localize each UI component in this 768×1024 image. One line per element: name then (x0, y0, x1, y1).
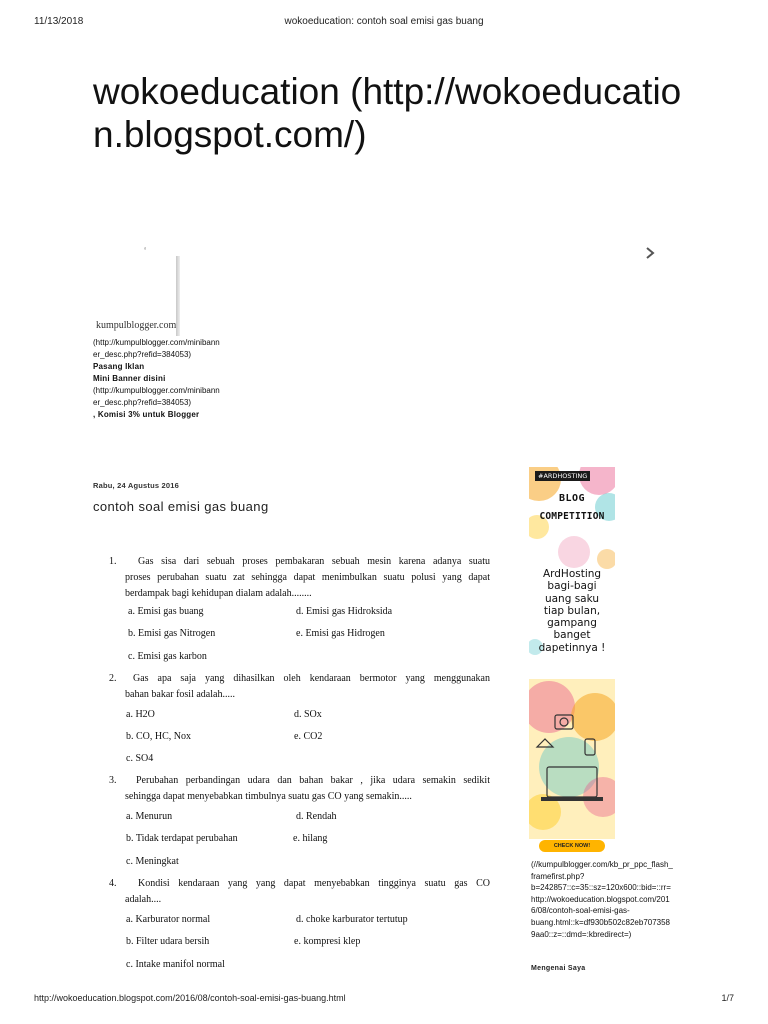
answer-option: e. CO2 (294, 731, 323, 742)
question-number: 3. (109, 775, 117, 786)
question-number: 4. (109, 878, 117, 889)
print-url: http://wokoeducation.blogspot.com/2016/08/contoh-soal-emisi-gas-buang.html (34, 993, 346, 1003)
question-text-line: Gas apa saja yang dihasilkan oleh kendaraan bermotor yang menggunakan (133, 673, 490, 684)
about-me-heading: Mengenai Saya (531, 965, 586, 972)
question-text-line: Gas sisa dari sebuah proses pembakaran sebuah mesin karena adanya suatu (138, 556, 490, 567)
ad-body-line: banget (553, 629, 591, 642)
answer-option: c. SO4 (126, 753, 154, 764)
banner-image-edge (176, 256, 180, 336)
question-number: 1. (109, 556, 117, 567)
ad-caption-line: (//kumpulblogger.com/kb_pr_ppc_flash_ (531, 860, 673, 869)
ad-body-line: gampang (547, 617, 597, 630)
answer-option: b. Emisi gas Nitrogen (128, 628, 216, 639)
print-page-title: wokoeducation: contoh soal emisi gas buang (284, 16, 484, 27)
answer-option: c. Intake manifol normal (126, 959, 225, 970)
ad-caption-line: b=242857::c=35::sz=120x600::bid=::rr= (531, 883, 671, 893)
answer-option: c. Meningkat (126, 856, 179, 867)
ad-caption-line: http://wokoeducation.blogspot.com/201 (531, 894, 670, 904)
chevron-right-icon[interactable] (643, 245, 657, 261)
banner-promo-line1: Pasang Iklan (93, 362, 145, 371)
prev-slide-icon[interactable]: ‘ (144, 246, 147, 257)
ad-hashtag: #ARDHOSTING (535, 471, 590, 481)
question-text-line: berdampak bagi kehidupan dialam adalah........ (125, 588, 312, 599)
check-now-button[interactable]: CHECK NOW! (539, 840, 605, 852)
mini-banner-info (93, 337, 223, 421)
ad-title-line1: BLOG (558, 493, 586, 504)
question-text-line: sehingga dapat menyebabkan timbulnya suatu gas CO yang semakin..... (125, 791, 412, 802)
answer-option: a. Karburator normal (126, 914, 211, 925)
site-title-link[interactable]: wokoeducation (http://wokoeducation.blogspot.com/) (93, 71, 682, 155)
print-date: 11/13/2018 (34, 16, 84, 27)
page-number: 1/7 (721, 993, 734, 1003)
answer-option: a. Menurun (126, 811, 173, 822)
answer-option: b. CO, HC, Nox (126, 731, 192, 742)
banner-promo-line2: Mini Banner disini (93, 374, 166, 383)
ardhosting-ad-banner[interactable] (529, 467, 615, 857)
answer-option: e. Emisi gas Hidrogen (296, 628, 385, 639)
answer-option: d. Emisi gas Hidroksida (296, 606, 393, 617)
banner-link[interactable]: (http://kumpulblogger.com/minibanner_desc.php?refid=384053) (93, 338, 220, 359)
ad-body-line: dapetinnya ! (538, 641, 606, 654)
post-title: contoh soal emisi gas buang (93, 499, 269, 514)
answer-option: d. SOx (294, 709, 322, 720)
question-number: 2. (109, 673, 117, 684)
ad-body-text (529, 568, 615, 654)
ad-body-line: bagi-bagi (547, 580, 597, 593)
ad-background-art (529, 467, 615, 857)
banner-promo-link[interactable]: (http://kumpulblogger.com/minibanner_desc.php?refid=384053) (93, 386, 220, 407)
answer-option: a. Emisi gas buang (128, 606, 204, 617)
banner-promo-line3: , Komisi 3% untuk Blogger (93, 410, 200, 419)
post-date: Rabu, 24 Agustus 2016 (93, 481, 180, 490)
question-text-line: adalah.... (125, 894, 162, 905)
answer-option: c. Emisi gas karbon (128, 651, 207, 662)
answer-option: d. choke karburator tertutup (296, 914, 408, 925)
question-text-line: proses perubahan suatu zat sehingga dapat menimbulkan suatu polusi yang dapat (125, 572, 490, 583)
ad-body-line: uang saku (544, 592, 600, 605)
ad-title-line2: COMPETITION (539, 511, 605, 522)
ad-caption-line: 9aa0::z=::dmd=:kbredirect=) (531, 929, 632, 939)
answer-option: e. hilang (293, 833, 328, 844)
kumpulblogger-logo[interactable]: kumpulblogger.com (96, 320, 177, 331)
answer-option: e. kompresi klep (294, 936, 361, 947)
ad-caption-line: framefirst.php? (531, 871, 585, 881)
print-header (34, 16, 734, 30)
question-text-line: Perubahan perbandingan udara dan bahan bakar , jika udara semakin sedikit (136, 775, 490, 786)
ad-body-line: tiap bulan, (543, 604, 601, 617)
ad-caption-line: buang.html::k=df930b502c82eb707358 (531, 917, 671, 927)
ad-link-caption[interactable] (531, 859, 711, 940)
question-text-line: bahan bakar fosil adalah..... (125, 689, 235, 700)
answer-option: d. Rendah (296, 811, 337, 822)
ad-body-line: ArdHosting (542, 568, 602, 580)
question-text-line: Kondisi kendaraan yang yang dapat menyebabkan tingginya suatu gas CO (138, 878, 490, 889)
answer-option: a. H2O (126, 709, 155, 720)
answer-option: b. Filter udara bersih (126, 936, 210, 947)
answer-option: b. Tidak terdapat perubahan (126, 833, 238, 844)
ad-caption-line: 6/08/contoh-soal-emisi-gas- (531, 906, 630, 916)
